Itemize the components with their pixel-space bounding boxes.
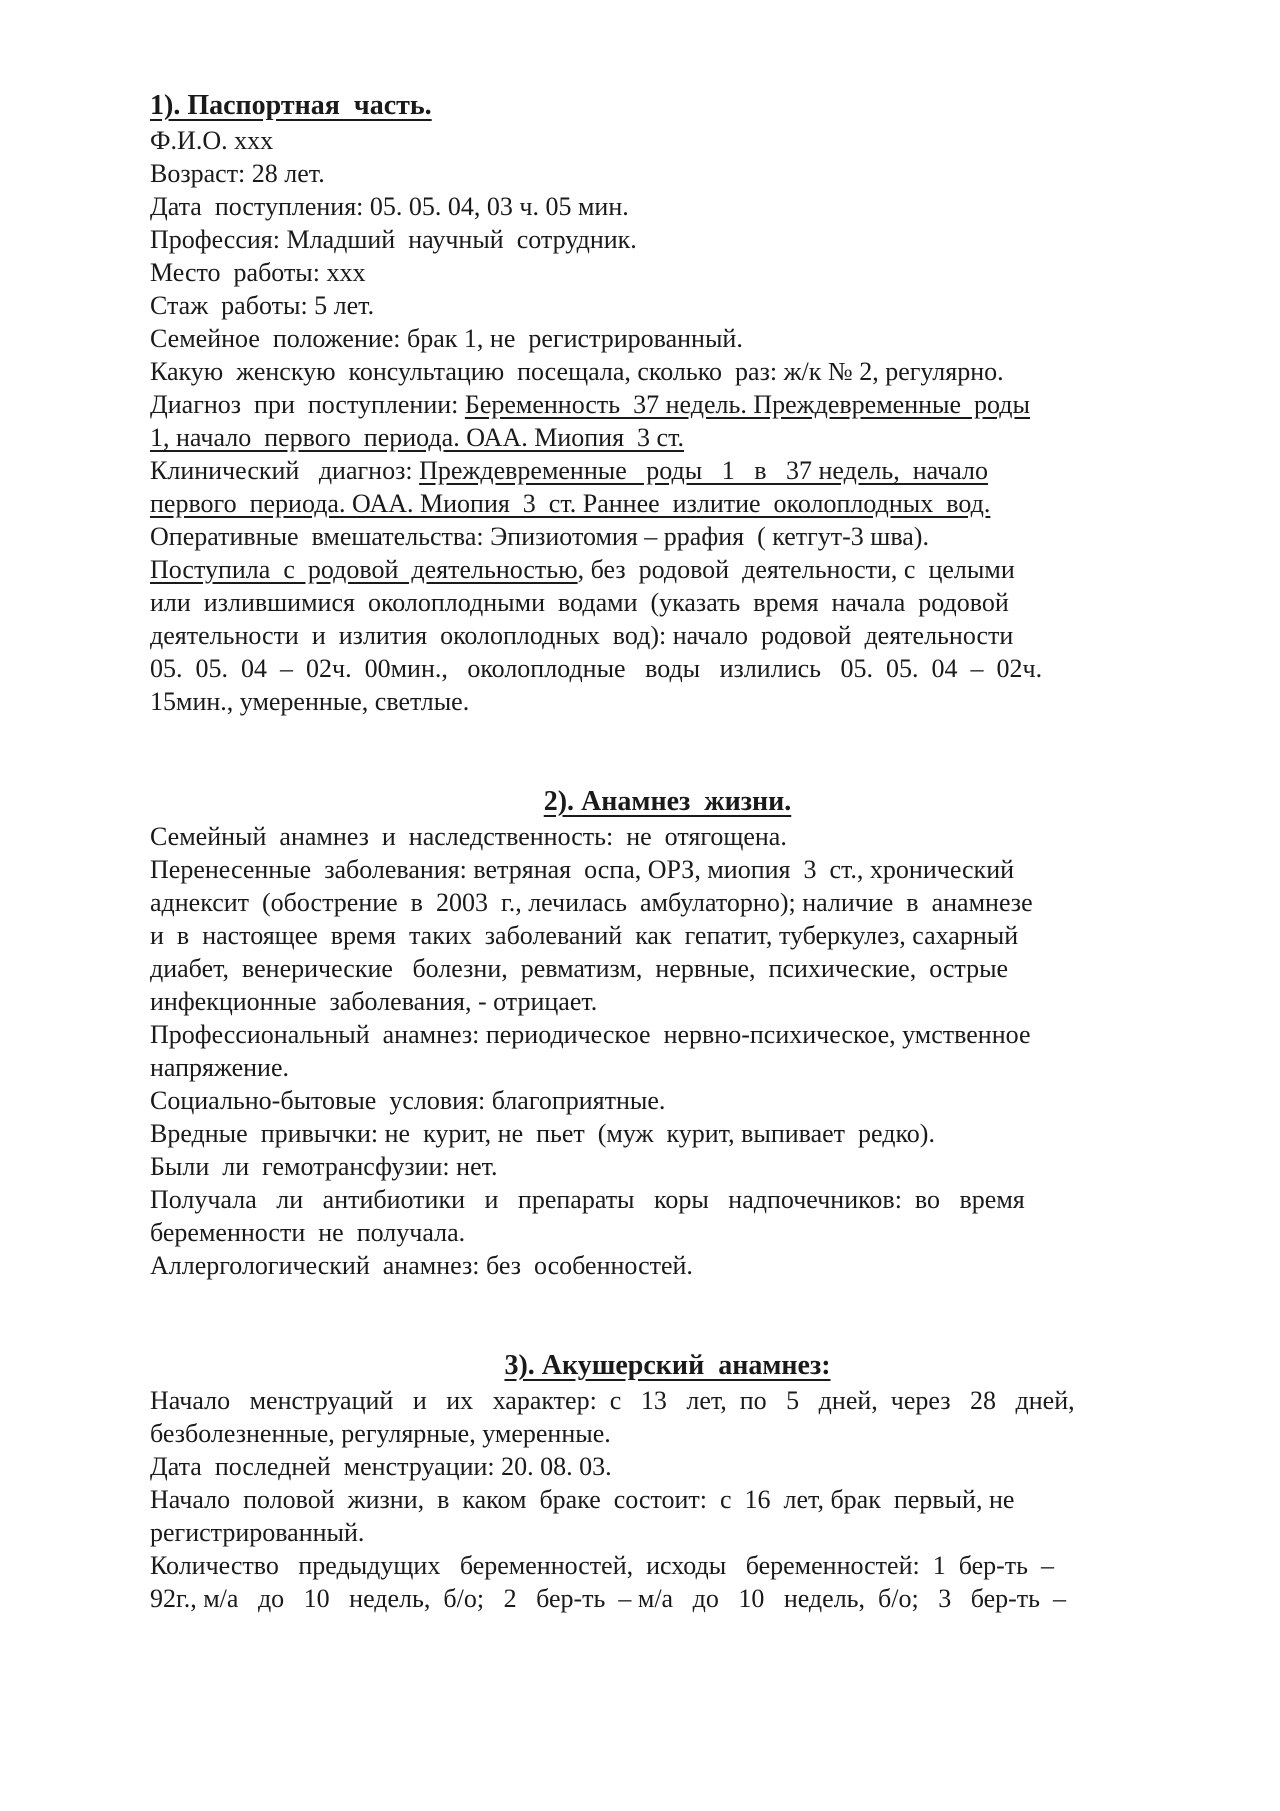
- clinical-diagnosis-text: Преждевременные роды 1 в 37 недель, начало: [419, 456, 988, 485]
- admission-diagnosis-label: Диагноз при поступлении:: [150, 390, 465, 419]
- life-line-5: диабет, венерические болезни, ревматизм, нервные, психические, острые: [150, 954, 1009, 983]
- arrival-underlined: Поступила с родовой деятельностью: [150, 555, 578, 584]
- life-line-1: Семейный анамнез и наследственность: не отягощена.: [150, 822, 787, 851]
- workplace-line: Место работы: ххх: [150, 258, 366, 287]
- admission-date-line: Дата поступления: 05. 05. 04, 03 ч. 05 мин.: [150, 192, 629, 221]
- life-line-10: Вредные привычки: не курит, не пьет (муж курит, выпивает редко).: [150, 1119, 935, 1148]
- life-line-9: Социально-бытовые условия: благоприятные.: [150, 1086, 666, 1115]
- section-heading-passport: 1). Паспортная часть.: [150, 90, 432, 121]
- section-heading-obstetric-anamnesis-text: 3). Акушерский анамнез:: [504, 1350, 831, 1381]
- obstetric-line-7: 92г., м/а до 10 недель, б/о; 2 бер-ть – м/а до 10 недель, б/о; 3 бер-ть –: [150, 1584, 1067, 1613]
- life-line-4: и в настоящее время таких заболеваний как гепатит, туберкулез, сахарный: [150, 921, 1019, 950]
- surgery-line: Оперативные вмешательства: Эпизиотомия – ррафия ( кетгут-3 шва).: [150, 522, 929, 551]
- arrival-line-3: деятельности и излития околоплодных вод): начало родовой деятельности: [150, 621, 1014, 650]
- admission-diagnosis-text: Беременность 37 недель. Преждевременные роды: [464, 390, 1030, 419]
- clinical-diagnosis-line-2: [150, 487, 1185, 520]
- arrival-line-2: или излившимися околоплодными водами (указать время начала родовой: [150, 588, 1009, 617]
- obstetric-line-4: Начало половой жизни, в каком браке состоит: с 16 лет, брак первый, не: [150, 1485, 1015, 1514]
- section-heading-life-anamnesis-text: 2). Анамнез жизни.: [543, 786, 792, 817]
- arrival-line: [150, 553, 1185, 586]
- life-line-12: Получала ли антибиотики и препараты коры надпочечников: во время: [150, 1185, 1025, 1214]
- consultation-line: Какую женскую консультацию посещала, сколько раз: ж/к № 2, регулярно.: [150, 357, 1004, 386]
- document-page: [150, 88, 1185, 1615]
- fio-line: Ф.И.О. ххх: [150, 126, 274, 155]
- clinical-diagnosis-text-2: первого периода. ОАА. Миопия 3 ст. Раннее излитие околоплодных вод.: [150, 489, 991, 518]
- profession-line: Профессия: Младший научный сотрудник.: [150, 225, 637, 254]
- life-line-7: Профессиональный анамнез: периодическое нервно-психическое, умственное: [150, 1020, 1031, 1049]
- obstetric-line-3: Дата последней менструации: 20. 08. 03.: [150, 1452, 612, 1481]
- life-line-6: инфекционные заболевания, - отрицает.: [150, 987, 598, 1016]
- section-heading-obstetric-anamnesis: [150, 1348, 1185, 1384]
- section-gap: [150, 1282, 1185, 1348]
- arrival-line-5: 15мин., умеренные, светлые.: [150, 687, 470, 716]
- life-line-2: Перенесенные заболевания: ветряная оспа, ОРЗ, миопия 3 ст., хронический: [150, 855, 1015, 884]
- life-line-14: Аллергологический анамнез: без особенностей.: [150, 1251, 693, 1280]
- life-line-13: беременности не получала.: [150, 1218, 466, 1247]
- obstetric-line-2: безболезненные, регулярные, умеренные.: [150, 1419, 611, 1448]
- life-line-3: аднексит (обострение в 2003 г., лечилась амбулаторно); наличие в анамнезе: [150, 888, 1033, 917]
- clinical-diagnosis-line: [150, 454, 1185, 487]
- obstetric-line-5: регистрированный.: [150, 1518, 365, 1547]
- life-line-8: напряжение.: [150, 1053, 290, 1082]
- age-line: Возраст: 28 лет.: [150, 159, 325, 188]
- admission-diagnosis-text-2: 1, начало первого периода. ОАА. Миопия 3 ст.: [150, 423, 684, 452]
- admission-diagnosis-line: [150, 388, 1185, 421]
- obstetric-line-6: Количество предыдущих беременностей, исходы беременностей: 1 бер-ть –: [150, 1551, 1055, 1580]
- obstetric-line-1: Начало менструаций и их характер: с 13 лет, по 5 дней, через 28 дней,: [150, 1386, 1075, 1415]
- life-line-11: Были ли гемотрансфузии: нет.: [150, 1152, 498, 1181]
- admission-diagnosis-line-2: [150, 421, 1185, 454]
- clinical-diagnosis-label: Клинический диагноз:: [150, 456, 420, 485]
- marital-status-line: Семейное положение: брак 1, не регистрированный.: [150, 324, 743, 353]
- section-gap: [150, 718, 1185, 784]
- section-heading-life-anamnesis: [150, 784, 1185, 820]
- arrival-line-4: 05. 05. 04 – 02ч. 00мин., околоплодные воды излились 05. 05. 04 – 02ч.: [150, 654, 1043, 683]
- arrival-text: , без родовой деятельности, с целыми: [577, 555, 1015, 584]
- experience-line: Стаж работы: 5 лет.: [150, 291, 375, 320]
